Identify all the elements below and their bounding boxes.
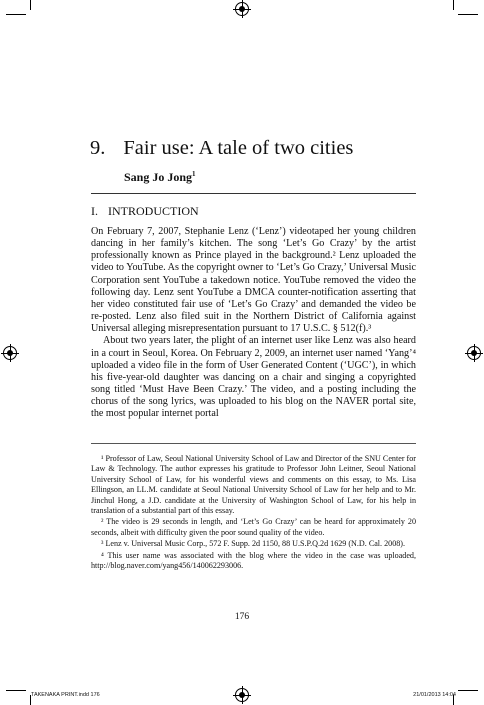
crop-mark: [6, 14, 26, 15]
section-heading: [91, 204, 199, 219]
body-text: [91, 226, 416, 421]
page-number: 176: [234, 612, 250, 622]
registration-mark-icon: [3, 346, 17, 360]
author-name: Sang Jo Jong: [124, 170, 193, 184]
chapter-title-text: Fair use: A tale of two cities: [123, 137, 354, 159]
section-numeral: I.: [91, 204, 98, 218]
chapter-title: [90, 137, 353, 160]
registration-mark-icon: [467, 346, 481, 360]
author-footnote-marker: 1: [192, 170, 196, 178]
crop-mark: [6, 690, 26, 691]
crop-mark: [30, 0, 31, 10]
footnote-rule: [91, 443, 416, 444]
registration-mark-icon: [235, 688, 249, 702]
print-slug-file: TAKENAKA PRINT.indd 176: [31, 692, 100, 698]
section-heading-text: INTRODUCTION: [108, 204, 199, 218]
crop-mark: [453, 0, 454, 10]
footnotes: [91, 454, 416, 571]
print-slug-date: 21/01/2013 14:04: [413, 692, 456, 698]
footnote: ² The video is 29 seconds in length, and ‘Let’s Go Crazy’ can be heard for approximately 20 seconds, albeit with difficulty given the poor sound quality of the video.: [91, 517, 416, 537]
body-paragraph: About two years later, the plight of an internet user like Lenz was also heard in a court in Seoul, Korea. On February 2, 2009, an internet user named ‘Yang’⁴ uploaded a video file in the form of User Generated Content (‘UGC’), in which his five-year-old daughter was dancing on a chair and singing a copyrighted song titled ‘Must Have Been Crazy.’ The video, and a posting including the chorus of the song lyrics, was uploaded to his blog on the NAVER portal site, the most popular internet portal: [91, 335, 416, 420]
footnote: ³ Lenz v. Universal Music Corp., 572 F. Supp. 2d 1150, 88 U.S.P.Q.2d 1629 (N.D. Cal. 2008).: [101, 539, 406, 549]
footnote: ⁴ This user name was associated with the blog where the video in the case was uploaded, http://blog.naver.com/yang456/140062293006.: [91, 550, 416, 571]
registration-mark-icon: [235, 2, 249, 16]
author-line: [124, 170, 196, 185]
section-rule: [91, 193, 416, 194]
crop-mark: [458, 690, 478, 691]
crop-mark: [458, 14, 478, 15]
body-paragraph: On February 7, 2007, Stephanie Lenz (‘Lenz’) videotaped her young children dancing in her family’s kitchen. The song ‘Let’s Go Crazy’ by the artist professionally known as Prince played in the background.² Lenz uploaded the video to YouTube. As the copyright owner to ‘Let’s Go Crazy,’ Universal Music Corporation sent YouTube a takedown notice. YouTube removed the video the following day. Lenz sent YouTube a DMCA counter-notification asserting that her video constituted fair use of ‘Let’s Go Crazy’ and demanded the video be re-posted. Lenz also filed suit in the Northern District of California against Universal alleging misrepresentation pursuant to 17 U.S.C. § 512(f).³: [91, 226, 416, 335]
footnote: ¹ Professor of Law, Seoul National University School of Law and Director of the SNU Center for Law & Technology. The author expresses his gratitude to Professor John Leitner, Seoul National University School of Law, for his wonderful views and comments on this essay, to Ms. Lisa Ellingson, an LL.M. candidate at Seoul National University School of Law for her help and to Mr. Jinchul Hong, a J.D. candidate at the University of Washington School of Law, for his help in translation of a substantial part of this essay.: [91, 454, 416, 516]
chapter-number: 9.: [90, 137, 106, 159]
